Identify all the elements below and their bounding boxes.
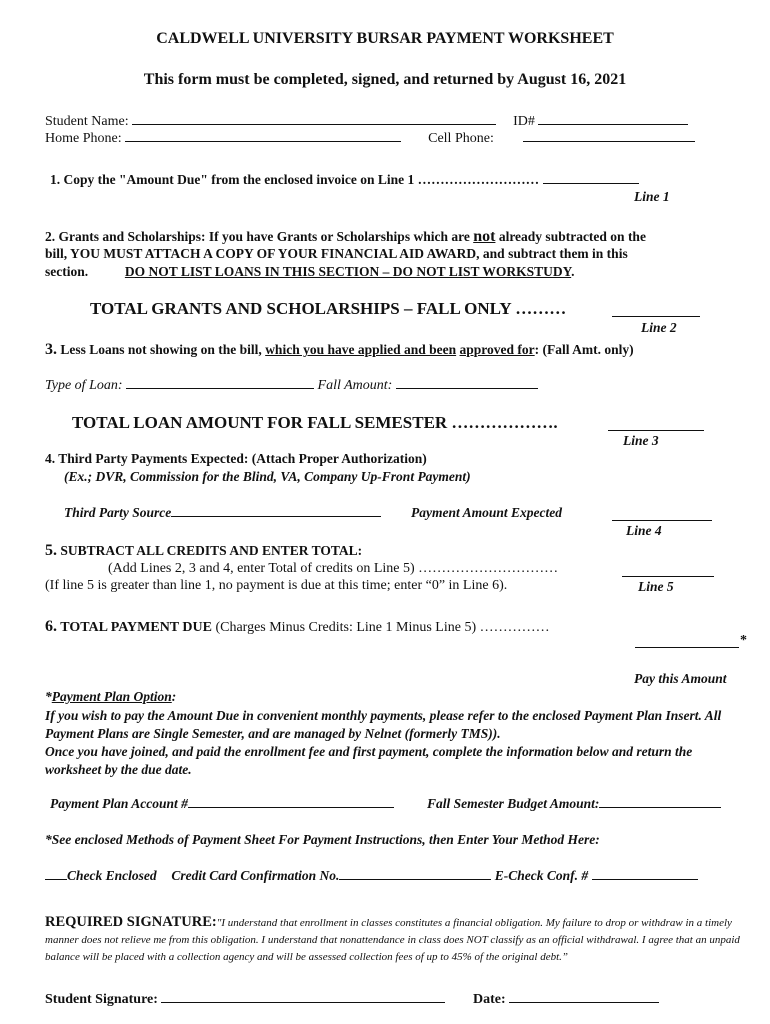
line2-intro-text-b: already subtracted on the (495, 229, 646, 244)
cell-phone-field[interactable] (523, 130, 695, 142)
line3-text-a: Less Loans not showing on the bill, (57, 342, 266, 357)
student-name-row (45, 113, 688, 130)
line3-text-e: : (Fall Amt. only) (534, 342, 634, 357)
fall-amount-label: Fall Amount: (317, 378, 393, 393)
line2-intro-3 (45, 264, 575, 280)
line2-amount-field[interactable] (612, 305, 700, 317)
line2-total-label: TOTAL GRANTS AND SCHOLARSHIPS – FALL ONLY ……… (90, 299, 567, 318)
method-instruction: *See enclosed Methods of Payment Sheet For Payment Instructions, then Enter Your Method Here: (45, 832, 600, 847)
line3-text-b: which you have applied and been (265, 342, 457, 357)
total-payment-field[interactable] (635, 636, 739, 648)
line6-row (45, 618, 550, 636)
line6-label: TOTAL PAYMENT DUE (57, 620, 212, 635)
form-title: CALDWELL UNIVERSITY BURSAR PAYMENT WORKSHEET (156, 30, 614, 47)
line5-add-text: (Add Lines 2, 3 and 4, enter Total of credits on Line 5) ………………………… (108, 561, 559, 576)
payment-plan-heading-text: Payment Plan Option (51, 689, 172, 704)
line5-amount-field[interactable] (622, 565, 714, 577)
line5-note: (If line 5 is greater than line 1, no payment is due at this time; enter “0” in Line 6). (45, 578, 508, 593)
method-row (45, 868, 698, 884)
line1-amount-field[interactable] (543, 172, 639, 184)
line2-intro-text-a: 2. Grants and Scholarships: If you have Grants or Scholarships which are (45, 229, 474, 244)
student-signature-label: Student Signature: (45, 992, 158, 1007)
date-field[interactable] (509, 991, 659, 1003)
budget-row (427, 796, 721, 812)
line4-example: (Ex.; DVR, Commission for the Blind, VA, Company Up-Front Payment) (64, 469, 471, 484)
line6-caption: Pay this Amount (634, 671, 727, 686)
plan-account-field[interactable] (188, 796, 394, 808)
line6-asterisk: * (740, 633, 747, 648)
line3-caption: Line 3 (623, 433, 659, 448)
plan-account-label: Payment Plan Account # (50, 796, 188, 811)
line1-row (50, 172, 639, 188)
payment-plan-colon: : (171, 689, 177, 704)
payment-plan-paragraph-1: If you wish to pay the Amount Due in convenient monthly payments, please refer to the enclosed Payment Plan Insert. All Payment Plans are Single Semester, and are managed by Nelnet (formerly TMS)). (45, 708, 722, 741)
line5-caption: Line 5 (638, 579, 674, 594)
phone-row (45, 130, 695, 147)
student-id-field[interactable] (538, 113, 688, 125)
line1-caption: Line 1 (634, 189, 670, 204)
line2-intro-1 (45, 228, 646, 246)
cell-phone-label: Cell Phone: (428, 131, 494, 146)
third-party-source-label: Third Party Source (64, 505, 172, 520)
budget-amount-label: Fall Semester Budget Amount: (427, 796, 600, 811)
payment-plan-paragraph-2: Once you have joined, and paid the enrollment fee and first payment, complete the information below and return the worksheet by the due date. (45, 744, 693, 777)
line3-text-d: approved for (459, 342, 535, 357)
payment-plan-account-row (50, 796, 394, 812)
third-party-source-field[interactable] (171, 505, 381, 517)
line4-amount-label: Payment Amount Expected (411, 505, 562, 520)
student-signature-row (45, 991, 445, 1008)
student-name-label: Student Name: (45, 114, 129, 129)
date-row (473, 991, 659, 1008)
signature-statement: "I understand that enrollment in classes constitutes a financial obligation. My failure to drop or withdraw in a timely manner does not relieve me from this obligation. I understand that nonattendance in class does NOT classify as an official withdrawal. I agree that an unpaid balance will be placed with a collection agency and will be assessed collection fees of up to 45% of the original debt.” (45, 917, 740, 963)
cc-confirmation-label: Credit Card Confirmation No. (171, 868, 340, 883)
line4-source-row (64, 505, 381, 521)
check-enclosed-label: Check Enclosed (67, 868, 157, 883)
line3-heading (45, 341, 634, 359)
cc-confirmation-field[interactable] (339, 868, 491, 880)
line1-text: 1. Copy the "Amount Due" from the enclosed invoice on Line 1 ……………………… (50, 172, 543, 187)
signature-heading: REQUIRED SIGNATURE: (45, 914, 217, 930)
budget-amount-field[interactable] (599, 796, 721, 808)
form-subtitle: This form must be completed, signed, and returned by August 16, 2021 (143, 71, 627, 88)
line2-section-word: section. (45, 264, 89, 279)
signature-statement-block (45, 914, 750, 965)
line2-period: . (571, 264, 575, 279)
check-enclosed-field[interactable] (45, 868, 67, 880)
student-name-field[interactable] (132, 113, 496, 125)
student-id-label: ID# (513, 114, 535, 129)
line2-warning: DO NOT LIST LOANS IN THIS SECTION – DO NOT LIST WORKSTUDY (124, 264, 572, 279)
line3-amount-field[interactable] (608, 419, 704, 431)
payment-plan-heading (45, 689, 176, 705)
line3-total-label: TOTAL LOAN AMOUNT FOR FALL SEMESTER ………………. (72, 413, 558, 432)
line6-number: 6. (45, 618, 57, 635)
line4-heading: 4. Third Party Payments Expected: (Attach Proper Authorization) (45, 451, 427, 466)
line5-heading (45, 542, 362, 560)
line2-intro-2: bill, YOU MUST ATTACH A COPY OF YOUR FINANCIAL AID AWARD, and subtract them in this (45, 246, 628, 261)
line2-not-word: not (473, 228, 496, 245)
loan-type-label: Type of Loan: (45, 378, 123, 393)
echeck-field[interactable] (592, 868, 698, 880)
loan-row (45, 377, 538, 394)
fall-amount-field[interactable] (396, 377, 538, 389)
home-phone-field[interactable] (125, 130, 401, 142)
student-signature-field[interactable] (161, 991, 445, 1003)
line5-number: 5. (45, 542, 57, 559)
line5-heading-text: SUBTRACT ALL CREDITS AND ENTER TOTAL: (57, 543, 363, 558)
home-phone-label: Home Phone: (45, 131, 122, 146)
date-label: Date: (473, 992, 506, 1007)
line4-caption: Line 4 (626, 523, 662, 538)
echeck-label: E-Check Conf. # (494, 868, 589, 883)
line3-number: 3. (45, 341, 57, 358)
loan-type-field[interactable] (126, 377, 314, 389)
line2-caption: Line 2 (641, 320, 677, 335)
line4-amount-field[interactable] (612, 509, 712, 521)
line6-text: (Charges Minus Credits: Line 1 Minus Line 5) …………… (211, 620, 550, 635)
payment-plan-star: * (45, 689, 52, 704)
